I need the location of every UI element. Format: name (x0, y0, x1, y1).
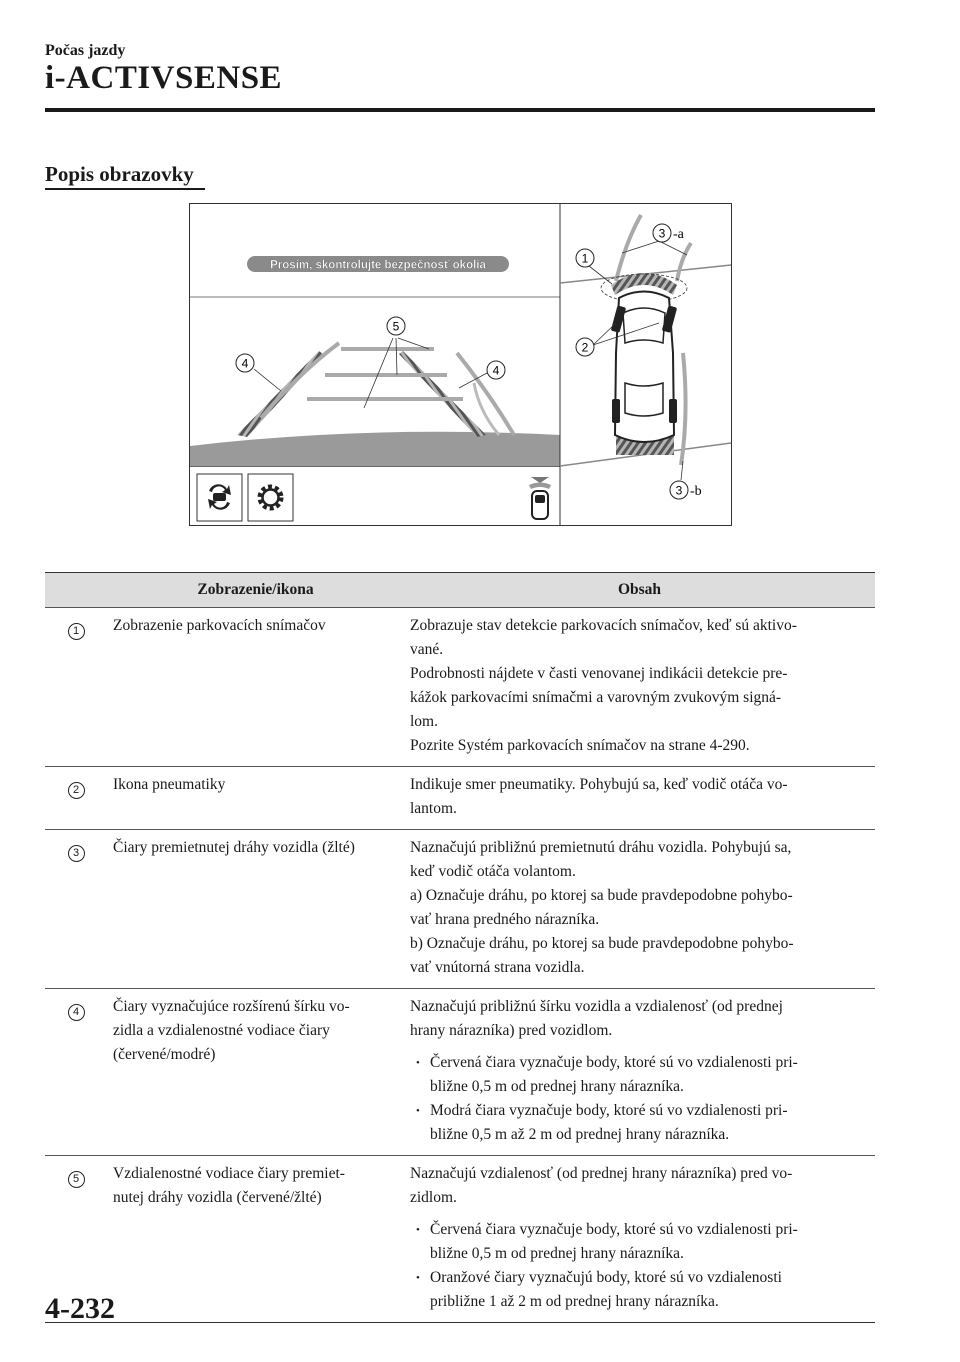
callout-1 (576, 249, 594, 267)
table-row (45, 989, 875, 1156)
row-number: 4 (68, 1004, 85, 1021)
svg-text:3: 3 (658, 226, 666, 241)
list-item: • Červená čiara vyznačuje body, ktoré sú vo vzdialenosti pri- bližne 0,5 m od prednej hrany nárazníka. (430, 1051, 869, 1099)
svg-text:4: 4 (241, 356, 249, 371)
svg-text:5: 5 (392, 319, 400, 334)
svg-text:4: 4 (492, 363, 500, 378)
callout-4-right (487, 361, 505, 379)
svg-text:-b: -b (690, 484, 702, 499)
row-content: Zobrazuje stav detekcie parkovacích snímačov, keď sú aktivo- vané. Podrobnosti nájdete v časti venovanej indikácii detekcie pre- kážok parkovacími snímačmi a varovným zvukovým signá- lom. Pozrite Systém parkovacích snímačov na strane 4-290. (404, 608, 875, 767)
tire-rear-left (612, 399, 620, 423)
svg-text:3: 3 (675, 483, 683, 498)
table-row (45, 767, 875, 830)
row-label: Čiary premietnutej dráhy vozidla (žlté) (107, 830, 404, 989)
header-content: Obsah (404, 573, 875, 608)
page-number: 4-232 (45, 1292, 115, 1325)
subsection-title: Popis obrazovky (45, 162, 194, 186)
table-row (45, 1156, 875, 1323)
row-label: Zobrazenie parkovacích snímačov (107, 608, 404, 767)
row-content: Naznačujú vzdialenosť (od prednej hrany nárazníka) pred vo- zidlom. • Červená čiara vyznačuje body, ktoré sú vo vzdialenosti pri- bližne 0,5 m od prednej hrany nárazníka. • Oranžové čiary vyznačujú body, ktoré sú vo vzdialenosti približne 1 až 2 m od prednej hrany nárazníka. (404, 1156, 875, 1323)
callout-3a (653, 224, 685, 242)
warning-banner-text: Prosím, skontrolujte bezpečnosť okolia (270, 259, 486, 272)
chapter-title: i-ACTIVSENSE (45, 60, 283, 96)
switch-view-icon[interactable] (197, 474, 242, 521)
tire-rear-right (669, 399, 677, 423)
svg-text:2: 2 (581, 340, 589, 355)
row-content: Indikuje smer pneumatiky. Pohybujú sa, keď vodič otáča vo- lantom. (404, 767, 875, 830)
list-item: • Červená čiara vyznačuje body, ktoré sú vo vzdialenosti pri- bližne 0,5 m od prednej hrany nárazníka. (430, 1218, 869, 1266)
row-number: 2 (68, 782, 85, 799)
row-label: Čiary vyznačujúce rozšírenú šírku vo- zidla a vzdialenostné vodiace čiary (červené/modré) (107, 989, 404, 1156)
row-label: Ikona pneumatiky (107, 767, 404, 830)
header-display-icon: Zobrazenie/ikona (107, 573, 404, 608)
camera-screen-figure (189, 203, 732, 526)
list-item: • Modrá čiara vyznačuje body, ktoré sú vo vzdialenosti pri- bližne 0,5 m až 2 m od prednej hrany nárazníka. (430, 1099, 869, 1147)
callout-3b (670, 481, 702, 499)
svg-text:1: 1 (581, 251, 589, 266)
callout-5 (387, 317, 405, 335)
row-number: 3 (68, 845, 85, 862)
callout-2 (576, 338, 594, 356)
settings-gear-icon[interactable] (248, 474, 293, 521)
table-row (45, 608, 875, 767)
row-number: 1 (68, 623, 85, 640)
row-number: 5 (68, 1171, 85, 1188)
list-item: • Oranžové čiary vyznačujú body, ktoré sú vo vzdialenosti približne 1 až 2 m od prednej hrany nárazníka. (430, 1266, 869, 1314)
screen-description-table (45, 572, 875, 1323)
chapter-rule (45, 108, 875, 112)
subsection-rule (45, 188, 205, 190)
section-label: Počas jazdy (45, 42, 126, 59)
table-header-row (45, 573, 875, 608)
row-content: Naznačujú približnú premietnutú dráhu vozidla. Pohybujú sa, keď vodič otáča volantom. a) Označuje dráhu, po ktorej sa bude pravdepodobne pohybo- vať hrana predného nárazníka. b) Označuje dráhu, po ktorej sa bude pravdepodobne pohybo- vať vnútorná strana vozidla. (404, 830, 875, 989)
row-content: Naznačujú približnú šírku vozidla a vzdialenosť (od prednej hrany nárazníka) pred vozidlom. • Červená čiara vyznačuje body, ktoré sú vo vzdialenosti pri- bližne 0,5 m od prednej hrany nárazníka. • Modrá čiara vyznačuje body, ktoré sú vo vzdialenosti pri- bližne 0,5 m až 2 m od prednej hrany nárazníka. (404, 989, 875, 1156)
svg-text:-a: -a (673, 227, 684, 242)
header-number (45, 573, 107, 608)
table-row (45, 830, 875, 989)
callout-4-left (236, 354, 254, 372)
row-label: Vzdialenostné vodiace čiary premiet- nutej dráhy vozidla (červené/žlté) (107, 1156, 404, 1323)
